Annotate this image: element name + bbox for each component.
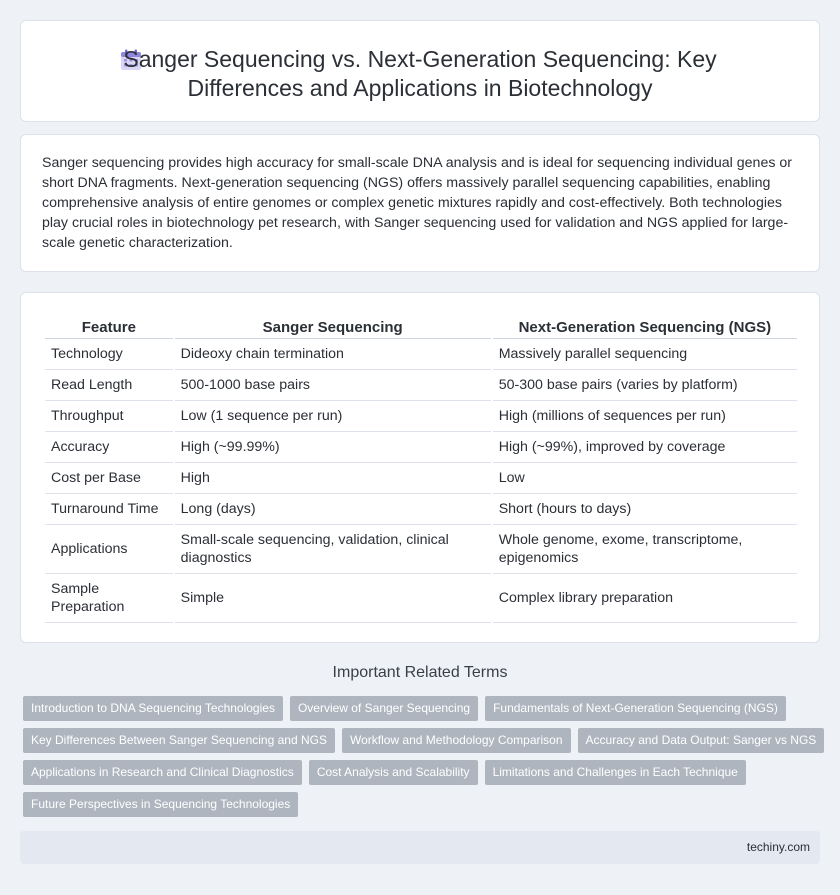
related-term-tag[interactable]: Workflow and Methodology Comparison bbox=[342, 728, 571, 753]
comparison-table-card bbox=[20, 292, 820, 643]
related-term-tag[interactable]: Limitations and Challenges in Each Technique bbox=[485, 760, 746, 785]
related-term-tag[interactable]: Applications in Research and Clinical Diagnostics bbox=[23, 760, 302, 785]
table-cell: Whole genome, exome, transcriptome, epigenomics bbox=[493, 525, 797, 574]
tag-row bbox=[23, 696, 823, 721]
table-cell: High bbox=[175, 463, 491, 494]
page-title-line-1: Sanger Sequencing vs. Next-Generation Sequencing: Key bbox=[123, 46, 717, 72]
column-header-feature: Feature bbox=[45, 313, 173, 339]
related-term-tag[interactable]: Future Perspectives in Sequencing Technologies bbox=[23, 792, 298, 817]
column-header-sanger: Sanger Sequencing bbox=[175, 313, 491, 339]
related-term-tag[interactable]: Key Differences Between Sanger Sequencing and NGS bbox=[23, 728, 335, 753]
table-row bbox=[45, 339, 797, 370]
table-cell: Cost per Base bbox=[45, 463, 173, 494]
summary-card bbox=[20, 134, 820, 272]
related-terms-heading: Important Related Terms bbox=[332, 664, 508, 681]
table-row bbox=[45, 432, 797, 463]
table-cell: Sample Preparation bbox=[45, 574, 173, 623]
related-term-tag[interactable]: Introduction to DNA Sequencing Technologies bbox=[23, 696, 283, 721]
tag-row bbox=[23, 760, 823, 785]
table-cell: Applications bbox=[45, 525, 173, 574]
table-cell: Turnaround Time bbox=[45, 494, 173, 525]
table-row bbox=[45, 370, 797, 401]
table-cell: 50-300 base pairs (varies by platform) bbox=[493, 370, 797, 401]
table-row bbox=[45, 463, 797, 494]
table-cell: 500-1000 base pairs bbox=[175, 370, 491, 401]
table-row bbox=[45, 401, 797, 432]
table-cell: Short (hours to days) bbox=[493, 494, 797, 525]
related-term-tag[interactable]: Cost Analysis and Scalability bbox=[309, 760, 478, 785]
table-cell: Read Length bbox=[45, 370, 173, 401]
table-cell: High (~99.99%) bbox=[175, 432, 491, 463]
table-cell: High (millions of sequences per run) bbox=[493, 401, 797, 432]
related-term-tag[interactable]: Overview of Sanger Sequencing bbox=[290, 696, 478, 721]
table-cell: Complex library preparation bbox=[493, 574, 797, 623]
footer bbox=[20, 831, 820, 864]
table-header-row bbox=[45, 313, 797, 339]
table-cell: Technology bbox=[45, 339, 173, 370]
summary-text: Sanger sequencing provides high accuracy for small-scale DNA analysis and is ideal for sequencing individual genes or short DNA fragments. Next-generation sequencing (NGS) offers massively parallel sequencing capabilities, enabling comprehensive analysis of entire genomes or complex genetic mixtures rapidly and cost-effectively. Both technologies play crucial roles in biotechnology pet research, with Sanger sequencing used for validation and NGS applied for large-scale genetic characterization. bbox=[42, 155, 792, 251]
page-title-line-2: Differences and Applications in Biotechnology bbox=[187, 75, 653, 101]
table-cell: Small-scale sequencing, validation, clinical diagnostics bbox=[175, 525, 491, 574]
table-cell: Simple bbox=[175, 574, 491, 623]
tag-row bbox=[23, 792, 823, 817]
footer-site-link[interactable]: techiny.com bbox=[746, 840, 810, 854]
table-cell: Dideoxy chain termination bbox=[175, 339, 491, 370]
page-title bbox=[21, 45, 819, 103]
table-cell: Accuracy bbox=[45, 432, 173, 463]
title-card bbox=[20, 20, 820, 122]
table-cell: Low bbox=[493, 463, 797, 494]
table-cell: Massively parallel sequencing bbox=[493, 339, 797, 370]
table-row bbox=[45, 574, 797, 623]
related-term-tag[interactable]: Accuracy and Data Output: Sanger vs NGS bbox=[578, 728, 825, 753]
table-cell: Long (days) bbox=[175, 494, 491, 525]
table-row bbox=[45, 525, 797, 574]
table-cell: Throughput bbox=[45, 401, 173, 432]
table-row bbox=[45, 494, 797, 525]
tag-row bbox=[23, 728, 823, 753]
table-cell: Low (1 sequence per run) bbox=[175, 401, 491, 432]
comparison-table bbox=[43, 313, 799, 623]
column-header-ngs: Next-Generation Sequencing (NGS) bbox=[493, 313, 797, 339]
related-terms-list bbox=[23, 696, 823, 824]
table-cell: High (~99%), improved by coverage bbox=[493, 432, 797, 463]
related-term-tag[interactable]: Fundamentals of Next-Generation Sequencing (NGS) bbox=[485, 696, 786, 721]
